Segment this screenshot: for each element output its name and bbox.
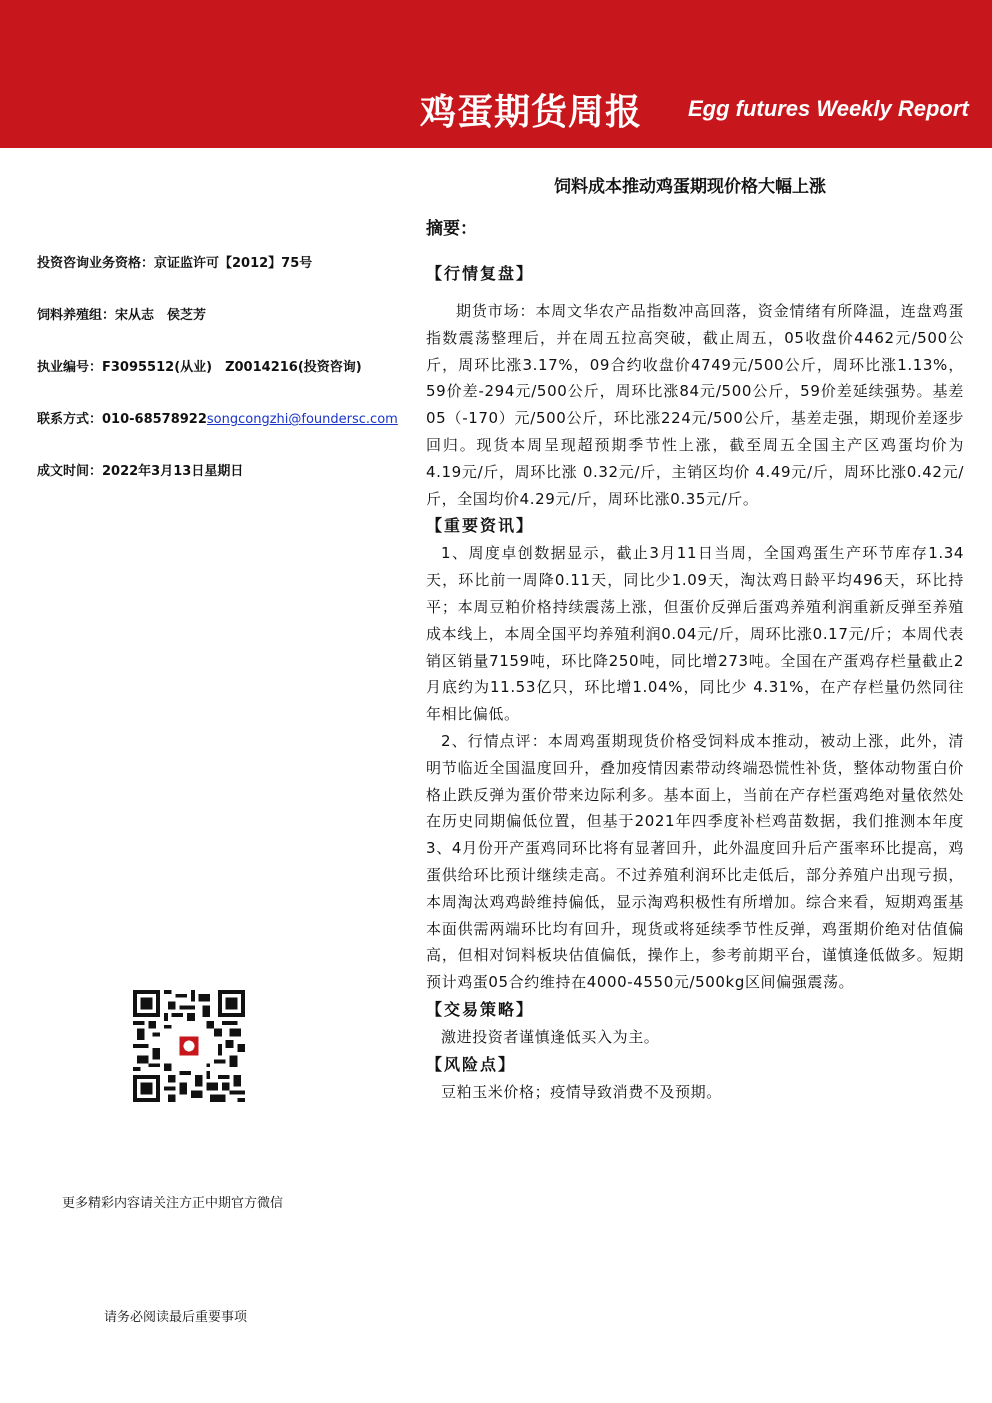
document-title: 饲料成本推动鸡蛋期现价格大幅上涨 xyxy=(554,177,826,197)
section-heading: 【重要资讯】 xyxy=(426,516,535,536)
license-number: 执业编号：F3095512(从业) Z0014216(投资咨询) xyxy=(37,360,362,375)
footer-note: 请务必阅读最后重要事项 xyxy=(104,1310,248,1325)
written-date: 成文时间：2022年3月13日星期日 xyxy=(37,464,244,479)
author-info xyxy=(37,254,407,514)
qualification: 投资咨询业务资格：京证监许可【2012】75号 xyxy=(37,256,313,271)
header-banner xyxy=(0,0,992,148)
contact xyxy=(37,410,407,462)
risk-paragraph: 豆粕玉米价格；疫情导致消费不及预期。 xyxy=(441,1082,722,1101)
strategy-paragraph: 激进投资者谨慎逢低买入为主。 xyxy=(441,1027,660,1046)
contact-email-link[interactable]: songcongzhi@foundersc.com xyxy=(206,412,398,427)
section-heading: 【行情复盘】 xyxy=(426,264,535,283)
summary-label: 摘要： xyxy=(426,219,477,239)
wechat-qr-code xyxy=(133,990,245,1102)
news-paragraph-2: 2、行情点评：本周鸡蛋期现货价格受饲料成本推动，被动上涨，此外，清明节临近全国温度回升，叠加疫情因素带动终端恐慌性补货，整体动物蛋白价格止跌反弹为蛋价带来边际利多。基本面上，当前在产存栏蛋鸡绝对量依然处在历史同期偏低位置，但基于2021年四季度补栏鸡苗数据，我们推测本年度3、4月份开产蛋鸡同环比将有显著回升，此外温度回升后产蛋率环比提高，鸡蛋供给环比预计继续走高。不过养殖利润环比走低后，部分养殖户出现亏损，本周淘汰鸡鸡龄维持偏低，显示淘鸡积极性有所增加。综合来看，短期鸡蛋基本面供需两端环比均有回升，现货或将延续季节性反弹，鸡蛋期价绝对估值偏高，但相对饲料板块估值偏低，操作上，参考前期平台，谨慎逢低做多。短期预计鸡蛋05合约维持在4000-4550元/500kg区间偏强震荡。 xyxy=(426,731,964,992)
team: 饲料养殖组：宋从志 侯芝芳 xyxy=(37,308,207,323)
market-paragraph: 期货市场：本周文华农产品指数冲高回落，资金情绪有所降温，连盘鸡蛋指数震荡整理后，并在周五拉高突破，截止周五，05收盘价4462元/500公斤，周环比涨3.17%，09合约收盘价4749元/500公斤，周环比涨1.13%，59价差-294元/500公斤，周环比涨84元/500公斤，59价差延续强势。基差05（-170）元/500公斤，环比涨224元/500公斤，基差走强，期现价差逐步回归。现货本周呈现超预期季节性上涨，截至周五全国主产区鸡蛋均价为 4.19元/斤，周环比涨 0.32元/斤，主销区均价 4.49元/斤，周环比涨0.42元/斤，全国均价4.29元/斤，周环比涨0.35元/斤。 xyxy=(426,302,964,508)
section-heading: 【风险点】 xyxy=(426,1054,517,1074)
qr-caption: 更多精彩内容请关注方正中期官方微信 xyxy=(62,1196,284,1211)
report-body xyxy=(426,214,964,1106)
contact-phone: 联系方式：010-68578922 xyxy=(37,412,207,427)
report-title-en: Egg futures Weekly Report xyxy=(688,96,969,121)
section-risk xyxy=(426,1051,964,1106)
section-strategy xyxy=(426,996,964,1051)
section-news xyxy=(426,512,964,996)
section-heading: 【交易策略】 xyxy=(426,999,535,1019)
news-paragraph-1: 1、周度卓创数据显示，截止3月11日当周，全国鸡蛋生产环节库存1.34天，环比前一周降0.11天，同比少1.09天，淘汰鸡日龄平均496天，环比持平；本周豆粕价格持续震荡上涨，但蛋价反弹后蛋鸡养殖利润重新反弹至养殖成本线上，本周全国平均养殖利润0.04元/斤，周环比涨0.17元/斤；本周代表销区销量7159吨，环比降250吨，同比增273吨。全国在产蛋鸡存栏量截止2月底约为11.53亿只，环比增1.04%，同比少 4.31%，在产存栏量仍然同往年相比偏低。 xyxy=(426,544,964,724)
section-market xyxy=(426,260,964,512)
report-title-cn: 鸡蛋期货周报 xyxy=(420,92,643,133)
